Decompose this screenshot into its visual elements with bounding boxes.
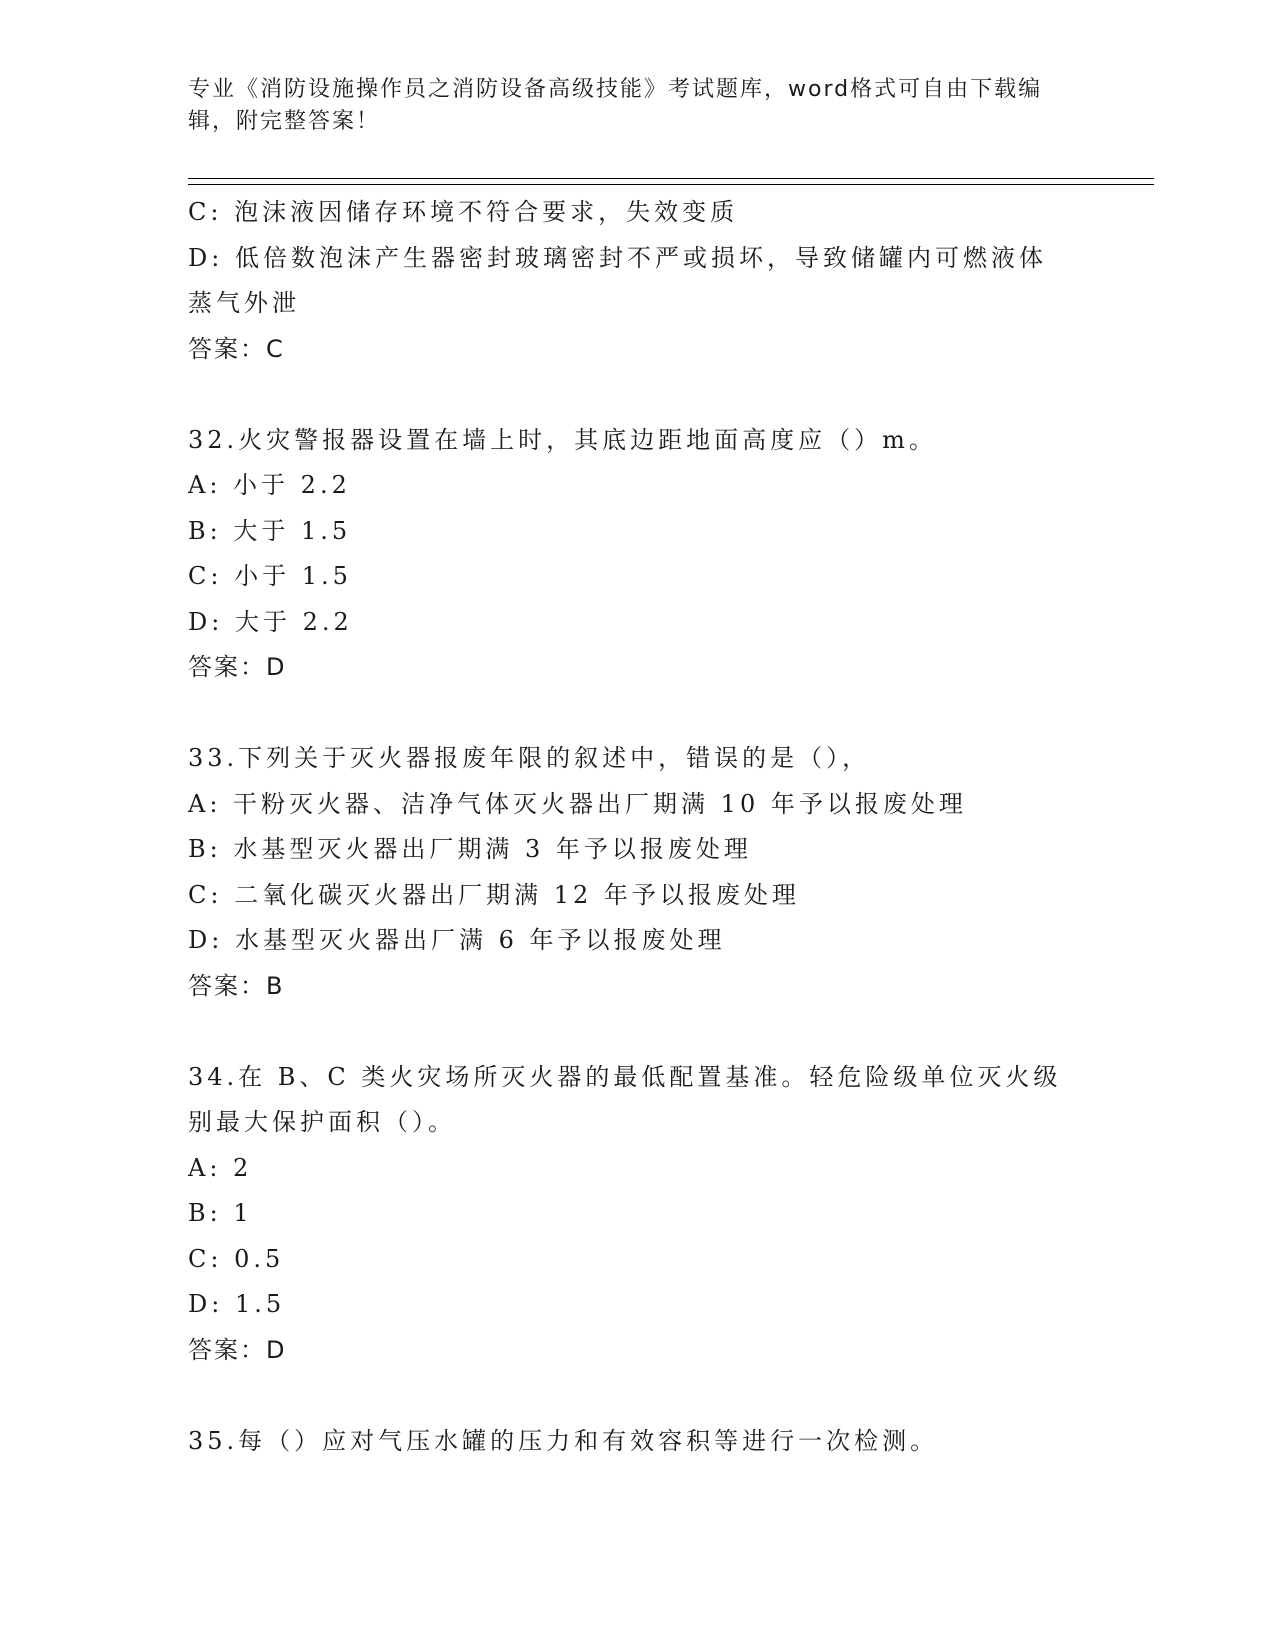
answer: 答案：C: [188, 334, 285, 363]
question-stem: 35.每（）应对气压水罐的压力和有效容积等进行一次检测。: [188, 1426, 939, 1455]
option-c: C: 泡沫液因储存环境不符合要求，失效变质: [188, 198, 739, 226]
option-b: B: 大于 1.5: [188, 516, 352, 545]
option-c: C: 二氧化碳灭火器出厂期满 12 年予以报废处理: [188, 880, 800, 909]
answer: 答案：D: [188, 1335, 287, 1364]
header-line-2: 辑，附完整答案！: [188, 109, 381, 134]
question-stem-continued: 别最大保护面积（）。: [188, 1108, 456, 1136]
option-d: D: 低倍数泡沫产生器密封玻璃密封不严或损坏，导致储罐内可燃液体: [188, 243, 1047, 272]
question-35: [188, 1419, 1088, 1465]
option-b: B: 1: [188, 1199, 253, 1227]
answer: 答案：B: [188, 971, 285, 1000]
header-divider-bottom: [188, 184, 1154, 185]
option-d: D: 1.5: [188, 1290, 286, 1318]
question-32: [188, 418, 1088, 691]
option-a: A: 干粉灭火器、洁净气体灭火器出厂期满 10 年予以报废处理: [188, 789, 967, 818]
question-stem: 32.火灾警报器设置在墙上时，其底边距地面高度应（）m。: [188, 425, 937, 454]
option-c: C: 0.5: [188, 1244, 285, 1273]
option-d-continued: 蒸气外泄: [188, 289, 300, 317]
question-34: [188, 1055, 1088, 1374]
answer: 答案：D: [188, 653, 287, 681]
header-divider-top: [188, 178, 1154, 179]
option-a: A: 2: [188, 1153, 253, 1182]
document-body: [188, 190, 1088, 1464]
option-d: D: 大于 2.2: [188, 607, 353, 636]
option-c: C: 小于 1.5: [188, 562, 352, 590]
question-stem: 33.下列关于灭火器报废年限的叙述中，错误的是（），: [188, 744, 871, 772]
option-b: B: 水基型灭火器出厂期满 3 年予以报废处理: [188, 835, 752, 863]
question-stem: 34.在 B、C 类火灾场所灭火器的最低配置基准。轻危险级单位灭火级: [188, 1062, 1062, 1091]
document-header: [188, 74, 1068, 138]
option-a: A: 小于 2.2: [188, 471, 351, 499]
question-31-continued: [188, 190, 1088, 372]
header-line-1: 专业《消防设施操作员之消防设备高级技能》考试题库，word格式可自由下载编: [188, 77, 1043, 102]
question-33: [188, 736, 1088, 1009]
option-d: D: 水基型灭火器出厂满 6 年予以报废处理: [188, 926, 726, 954]
